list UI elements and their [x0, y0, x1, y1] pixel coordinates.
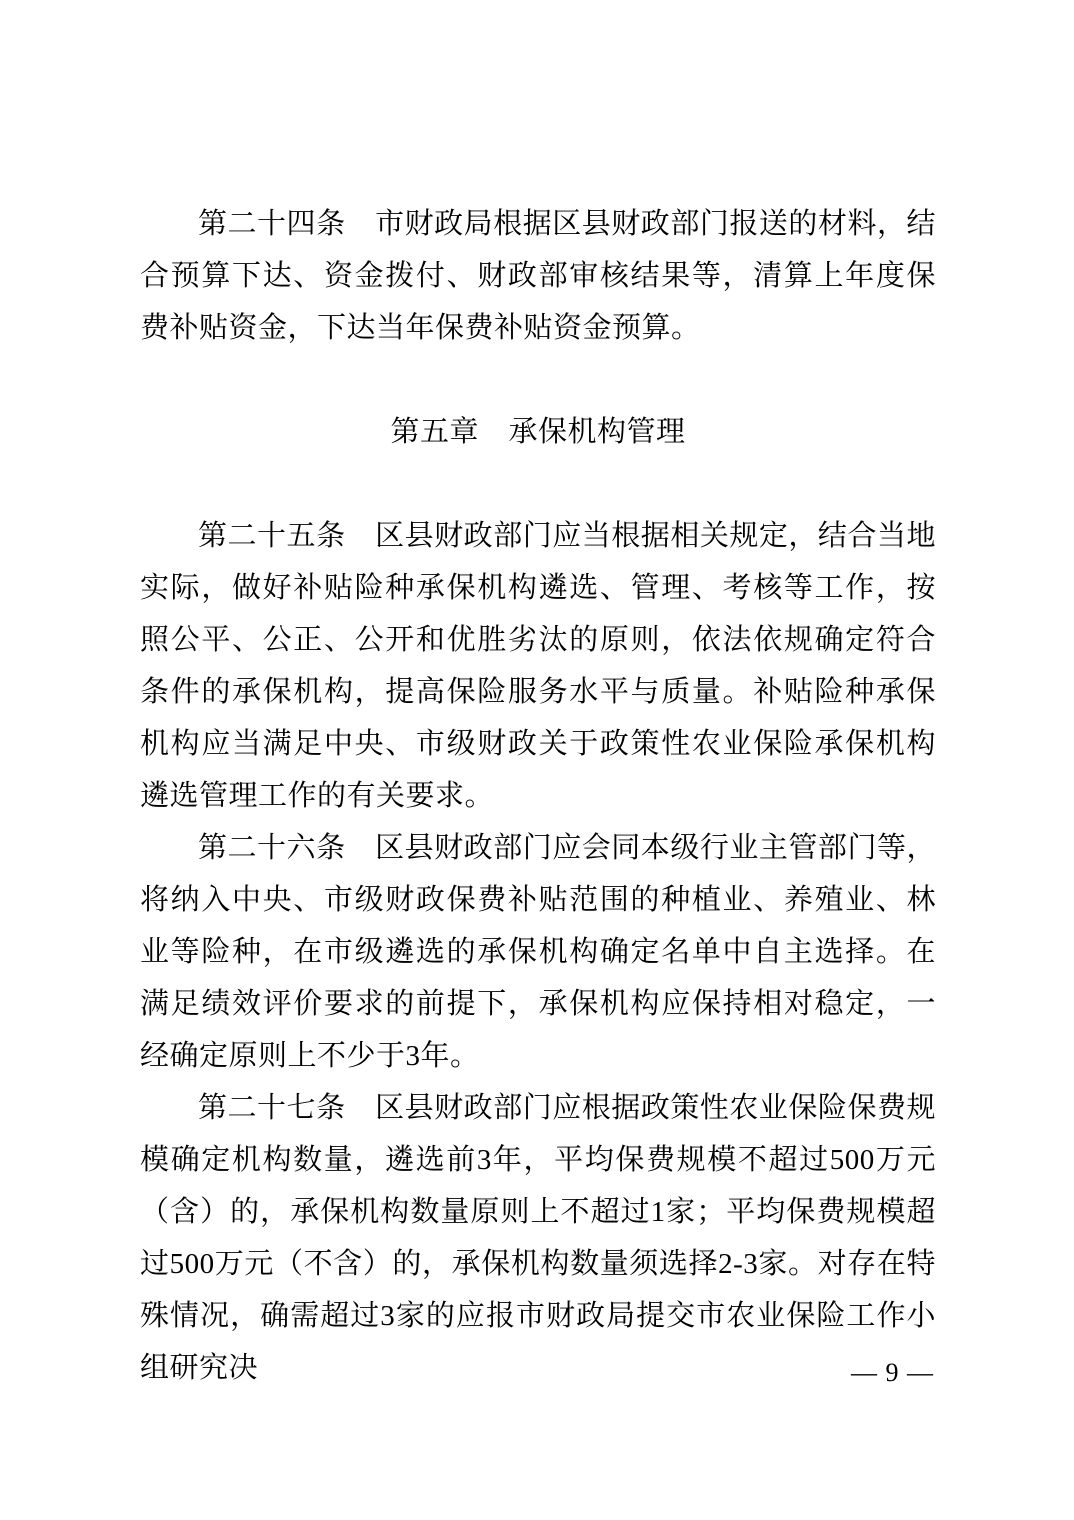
- chapter-heading: 第五章 承保机构管理: [390, 416, 686, 448]
- article-27-paragraph: 第二十七条 区县财政部门应根据政策性农业保险保费规模确定机构数量，遴选前3年，平均保费规模不超过500万元（含）的，承保机构数量原则上不超过1家；平均保费规模超过500万元（不含）的，承保机构数量须选择2-3家。对存在特殊情况，确需超过3家的应报市财政局提交市农业保险工作小组研究决: [140, 1092, 936, 1384]
- page-number: — 9 —: [851, 1358, 934, 1387]
- article-25-paragraph: 第二十五条 区县财政部门应当根据相关规定，结合当地实际，做好补贴险种承保机构遴选、管理、考核等工作，按照公平、公正、公开和优胜劣汰的原则，依法依规确定符合条件的承保机构，提高保险服务水平与质量。补贴险种承保机构应当满足中央、市级财政关于政策性农业保险承保机构遴选管理工作的有关要求。: [140, 520, 936, 812]
- article-24-paragraph: 第二十四条 市财政局根据区县财政部门报送的材料，结合预算下达、资金拨付、财政部审核结果等，清算上年度保费补贴资金，下达当年保费补贴资金预算。: [140, 208, 936, 344]
- article-26-paragraph: 第二十六条 区县财政部门应会同本级行业主管部门等，将纳入中央、市级财政保费补贴范围的种植业、养殖业、林业等险种，在市级遴选的承保机构确定名单中自主选择。在满足绩效评价要求的前提下，承保机构应保持相对稳定，一经确定原则上不少于3年。: [140, 832, 936, 1072]
